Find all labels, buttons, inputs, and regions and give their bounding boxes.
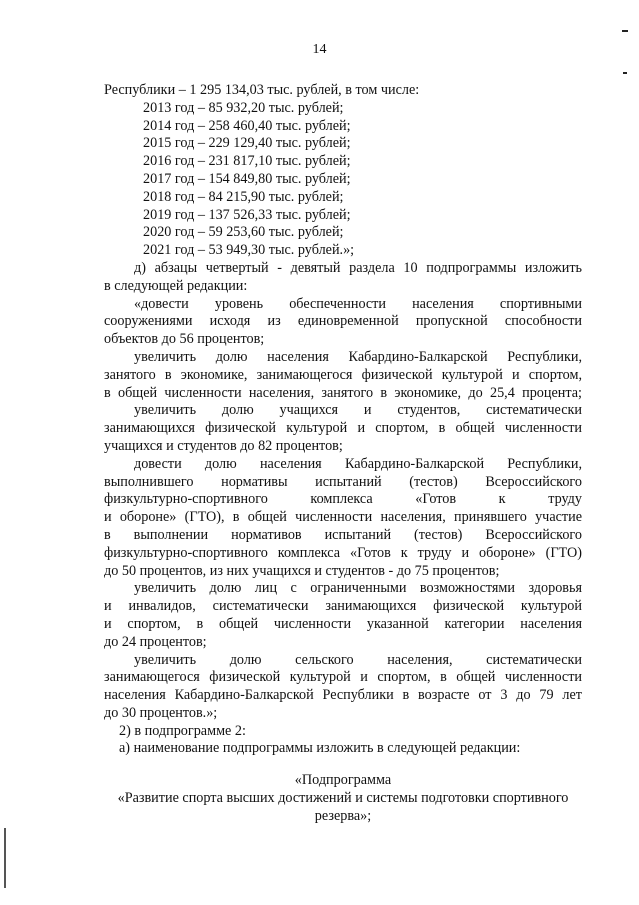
- list-item-line: а) наименование подпрограммы изложить в следующей редакции:: [119, 740, 521, 757]
- heading-line: «Развитие спорта высших достижений и системы подготовки спортивного: [117, 790, 569, 807]
- paragraph-first-line: д) абзацы четвертый - девятый раздела 10 подпрограммы изложить: [134, 259, 582, 276]
- budget-year-line: 2020 год – 59 253,60 тыс. рублей;: [143, 224, 344, 241]
- paragraph-first-line: увеличить долю лиц с ограниченными возможностями здоровья: [134, 580, 582, 597]
- paragraph-line: занимающихся физической культурой и спортом, в общей численности: [104, 420, 582, 437]
- scan-mark: [622, 30, 628, 32]
- paragraph-line: населения Кабардино-Балкарской Республики в возрасте от 3 до 79 лет: [104, 687, 582, 704]
- budget-year-line: 2015 год – 229 129,40 тыс. рублей;: [143, 135, 351, 152]
- text-line: до 30 процентов.»;: [104, 704, 218, 721]
- paragraph-line: и инвалидов, систематически занимающихся физической культурой: [104, 598, 582, 615]
- paragraph-line: в выполнении нормативов испытаний (тестов) Всероссийского: [104, 526, 582, 543]
- paragraph-line: в общей численности населения, занятого в экономике, до 25,4 процента;: [104, 384, 582, 401]
- paragraph-line: выполнившего нормативы испытаний (тестов) Всероссийского: [104, 473, 582, 490]
- paragraph-line: и обороне» (ГТО), в общей численности населения, принявшего участие: [104, 509, 582, 526]
- budget-year-line: 2014 год – 258 460,40 тыс. рублей;: [143, 117, 351, 134]
- scan-mark: [623, 72, 627, 74]
- paragraph-line: занимающегося физической культурой и спортом, в общей численности: [104, 669, 582, 686]
- text-line: объектов до 56 процентов;: [104, 331, 265, 348]
- text-line: до 50 процентов, из них учащихся и студентов - до 75 процентов;: [104, 562, 500, 579]
- paragraph-first-line: увеличить долю учащихся и студентов, систематически: [134, 402, 582, 419]
- spacer: [104, 758, 582, 772]
- paragraph-first-line: «довести уровень обеспеченности населения спортивными: [134, 295, 582, 312]
- budget-year-line: 2016 год – 231 817,10 тыс. рублей;: [143, 153, 351, 170]
- budget-year-line: 2019 год – 137 526,33 тыс. рублей;: [143, 206, 351, 223]
- list-item-line: 2) в подпрограмме 2:: [119, 722, 246, 739]
- paragraph-line: сооружениями исходя из единовременной пропускной способности: [104, 313, 582, 330]
- paragraph-line: физкультурно-спортивного комплекса «Готов к труду и обороне» (ГТО): [104, 544, 582, 561]
- heading-line: «Подпрограмма: [294, 772, 392, 789]
- paragraph-line: занятого в экономике, занимающегося физической культурой и спортом,: [104, 366, 582, 383]
- paragraph-first-line: увеличить долю сельского населения, систематически: [134, 651, 582, 668]
- paragraph-line: и спортом, в общей численности указанной категории населения: [104, 615, 582, 632]
- text-line: Республики – 1 295 134,03 тыс. рублей, в том числе:: [104, 82, 420, 98]
- paragraph-first-line: довести долю населения Кабардино-Балкарской Республики,: [134, 455, 582, 472]
- paragraph-line: физкультурно-спортивного комплекса «Готов к труду: [104, 491, 582, 508]
- page-number: 14: [312, 42, 327, 57]
- heading-line: резерва»;: [314, 807, 372, 824]
- text-line: учащихся и студентов до 82 процентов;: [104, 437, 343, 454]
- budget-year-line: 2013 год – 85 932,20 тыс. рублей;: [143, 99, 344, 116]
- budget-year-line: 2021 год – 53 949,30 тыс. рублей.»;: [143, 242, 355, 259]
- paragraph-first-line: увеличить долю населения Кабардино-Балкарской Республики,: [134, 348, 582, 365]
- text-line: до 24 процентов;: [104, 633, 207, 650]
- budget-year-line: 2018 год – 84 215,90 тыс. рублей;: [143, 188, 344, 205]
- budget-year-line: 2017 год – 154 849,80 тыс. рублей;: [143, 170, 351, 187]
- scan-mark: [4, 828, 6, 888]
- document-body: [104, 82, 582, 826]
- text-line: в следующей редакции:: [104, 277, 248, 294]
